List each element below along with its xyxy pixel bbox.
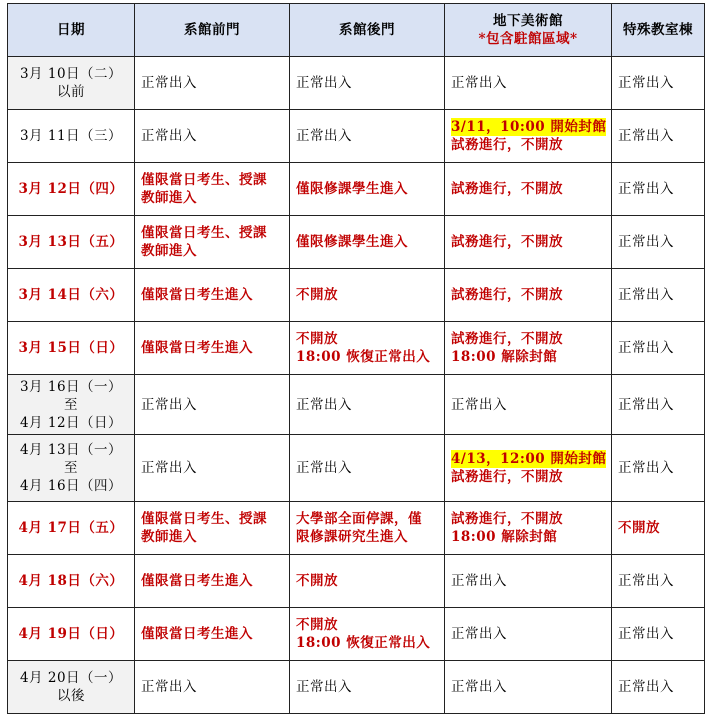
cell-text-line: 4月 19日（日） (18, 626, 124, 642)
special-building-cell (612, 163, 705, 216)
cell-text-line: 4月 16日（四） (19, 478, 123, 494)
cell-text-line: 僅限當日考生進入 (141, 573, 253, 589)
front-door-cell (135, 555, 290, 608)
table-row (8, 502, 705, 555)
table-row (8, 435, 705, 502)
cell-text-line: 正常出入 (296, 679, 352, 695)
gallery-cell (445, 435, 612, 502)
cell-text-line: 教師進入 (141, 190, 197, 206)
cell-text-line: 不開放 (296, 573, 338, 589)
date-cell (8, 57, 135, 110)
access-schedule-table (7, 3, 705, 714)
date-cell (8, 110, 135, 163)
cell-text-line: 試務進行，不開放 (451, 469, 563, 485)
front-door-cell (135, 57, 290, 110)
front-door-cell (135, 322, 290, 375)
special-building-cell (612, 216, 705, 269)
gallery-cell (445, 269, 612, 322)
special-building-cell (612, 555, 705, 608)
cell-text-line: 正常出入 (618, 340, 674, 356)
cell-text-line: 正常出入 (141, 75, 197, 91)
front-door-cell (135, 269, 290, 322)
cell-text-line: 正常出入 (618, 75, 674, 91)
cell-text-line: 3月 13日（五） (18, 234, 124, 250)
front-door-cell (135, 435, 290, 502)
cell-text-line: 正常出入 (141, 460, 197, 476)
table-row (8, 216, 705, 269)
table-row (8, 555, 705, 608)
header-gallery-note: *包含駐館區域* (478, 31, 578, 47)
cell-text-line: 教師進入 (141, 243, 197, 259)
cell-text-line: 正常出入 (296, 128, 352, 144)
header-special-building: 特殊教室棟 (612, 4, 705, 57)
back-door-cell (290, 216, 445, 269)
cell-text-line: 正常出入 (618, 460, 674, 476)
date-cell (8, 435, 135, 502)
cell-text-line: 試務進行，不開放 (451, 137, 563, 153)
cell-text-line: 18:00 解除封館 (451, 349, 558, 365)
front-door-cell (135, 216, 290, 269)
cell-text-line: 僅限修課學生進入 (296, 234, 408, 250)
special-building-cell (612, 375, 705, 435)
cell-text-line: 正常出入 (296, 460, 352, 476)
date-cell (8, 322, 135, 375)
gallery-cell (445, 110, 612, 163)
back-door-cell (290, 375, 445, 435)
gallery-cell (445, 661, 612, 714)
cell-text-line: 試務進行，不開放 (451, 331, 563, 347)
cell-text-line: 不開放 (618, 520, 660, 536)
gallery-cell (445, 375, 612, 435)
date-cell (8, 502, 135, 555)
back-door-cell (290, 163, 445, 216)
cell-text-line: 至 (64, 460, 78, 476)
cell-text-line: 正常出入 (296, 396, 352, 413)
date-cell (8, 608, 135, 661)
table-row (8, 375, 705, 435)
back-door-cell (290, 322, 445, 375)
back-door-cell (290, 555, 445, 608)
cell-text-line: 大學部全面停課，僅 (296, 511, 422, 527)
cell-text-line: 正常出入 (618, 679, 674, 695)
cell-text-line: 18:00 恢復正常出入 (296, 349, 431, 365)
cell-text-line: 僅限當日考生進入 (141, 626, 253, 642)
cell-text-line: 18:00 解除封館 (451, 529, 558, 545)
front-door-cell (135, 375, 290, 435)
back-door-cell (290, 57, 445, 110)
cell-text-line: 3月 16日（一） (19, 378, 123, 395)
gallery-cell (445, 322, 612, 375)
cell-text-line: 不開放 (296, 331, 338, 347)
cell-text-line: 18:00 恢復正常出入 (296, 635, 431, 651)
cell-text-line: 不開放 (296, 287, 338, 303)
cell-text-line: 試務進行，不開放 (451, 511, 563, 527)
header-back-door: 系館後門 (290, 4, 445, 57)
cell-text-line: 僅限當日考生進入 (141, 340, 253, 356)
gallery-cell (445, 608, 612, 661)
cell-text-line: 以前 (57, 84, 85, 100)
header-gallery (445, 4, 612, 57)
cell-text-line: 3月 12日（四） (18, 181, 124, 197)
gallery-cell (445, 163, 612, 216)
header-front-door: 系館前門 (135, 4, 290, 57)
cell-text-line: 試務進行，不開放 (451, 287, 563, 303)
date-cell (8, 163, 135, 216)
cell-text-line: 僅限當日考生、授課 (141, 511, 267, 527)
cell-text-line: 正常出入 (618, 287, 674, 303)
cell-text-line: 正常出入 (451, 75, 507, 91)
cell-text-line: 3月 14日（六） (18, 287, 124, 303)
cell-text-line: 3月 15日（日） (18, 340, 124, 356)
table-row (8, 608, 705, 661)
date-cell (8, 555, 135, 608)
cell-text-line: 4月 20日（一） (19, 670, 123, 686)
cell-text-line: 正常出入 (618, 396, 674, 413)
date-cell (8, 661, 135, 714)
cell-text-line: 正常出入 (618, 573, 674, 589)
back-door-cell (290, 435, 445, 502)
cell-text-line: 正常出入 (451, 573, 507, 589)
cell-text-line: 正常出入 (141, 396, 197, 413)
front-door-cell (135, 110, 290, 163)
cell-text-line: 4月 13日（一） (19, 442, 123, 458)
cell-text-line: 4月 17日（五） (18, 520, 124, 536)
back-door-cell (290, 502, 445, 555)
table-row (8, 57, 705, 110)
cell-text-line: 以後 (57, 688, 85, 704)
header-gallery-title: 地下美術館 (493, 13, 563, 29)
gallery-closing-highlight: 4/13，12:00 開始封館 (451, 451, 607, 467)
cell-text-line: 限修課研究生進入 (296, 529, 408, 545)
table-row (8, 163, 705, 216)
header-date: 日期 (8, 4, 135, 57)
back-door-cell (290, 608, 445, 661)
cell-text-line: 僅限修課學生進入 (296, 181, 408, 197)
special-building-cell (612, 110, 705, 163)
cell-text-line: 正常出入 (296, 75, 352, 91)
cell-text-line: 正常出入 (451, 626, 507, 642)
date-cell (8, 375, 135, 435)
gallery-closing-highlight: 3/11，10:00 開始封館 (451, 119, 607, 135)
special-building-cell (612, 322, 705, 375)
gallery-cell (445, 502, 612, 555)
table-row (8, 269, 705, 322)
date-cell (8, 269, 135, 322)
header-row (8, 4, 705, 57)
cell-text-line: 至 (64, 396, 78, 413)
special-building-cell (612, 502, 705, 555)
front-door-cell (135, 661, 290, 714)
cell-text-line: 僅限當日考生進入 (141, 287, 253, 303)
back-door-cell (290, 269, 445, 322)
cell-text-line: 正常出入 (451, 396, 507, 413)
front-door-cell (135, 502, 290, 555)
cell-text-line: 3月 11日（三） (19, 128, 123, 144)
cell-text-line: 試務進行，不開放 (451, 181, 563, 197)
cell-text-line: 教師進入 (141, 529, 197, 545)
table-row (8, 110, 705, 163)
back-door-cell (290, 110, 445, 163)
cell-text-line: 正常出入 (618, 234, 674, 250)
special-building-cell (612, 57, 705, 110)
date-cell (8, 216, 135, 269)
cell-text-line: 僅限當日考生、授課 (141, 172, 267, 188)
cell-text-line: 4月 18日（六） (18, 573, 124, 589)
cell-text-line: 僅限當日考生、授課 (141, 225, 267, 241)
cell-text-line: 正常出入 (141, 128, 197, 144)
front-door-cell (135, 163, 290, 216)
gallery-cell (445, 57, 612, 110)
cell-text-line: 4月 12日（日） (19, 414, 123, 431)
cell-text-line: 正常出入 (451, 679, 507, 695)
special-building-cell (612, 435, 705, 502)
front-door-cell (135, 608, 290, 661)
special-building-cell (612, 269, 705, 322)
cell-text-line: 3月 10日（二） (19, 66, 123, 82)
cell-text-line: 正常出入 (618, 128, 674, 144)
special-building-cell (612, 608, 705, 661)
back-door-cell (290, 661, 445, 714)
cell-text-line: 正常出入 (141, 679, 197, 695)
cell-text-line: 試務進行，不開放 (451, 234, 563, 250)
cell-text-line: 正常出入 (618, 181, 674, 197)
gallery-cell (445, 216, 612, 269)
table-row (8, 322, 705, 375)
special-building-cell (612, 661, 705, 714)
cell-text-line: 正常出入 (618, 626, 674, 642)
cell-text-line: 不開放 (296, 617, 338, 633)
table-row (8, 661, 705, 714)
gallery-cell (445, 555, 612, 608)
